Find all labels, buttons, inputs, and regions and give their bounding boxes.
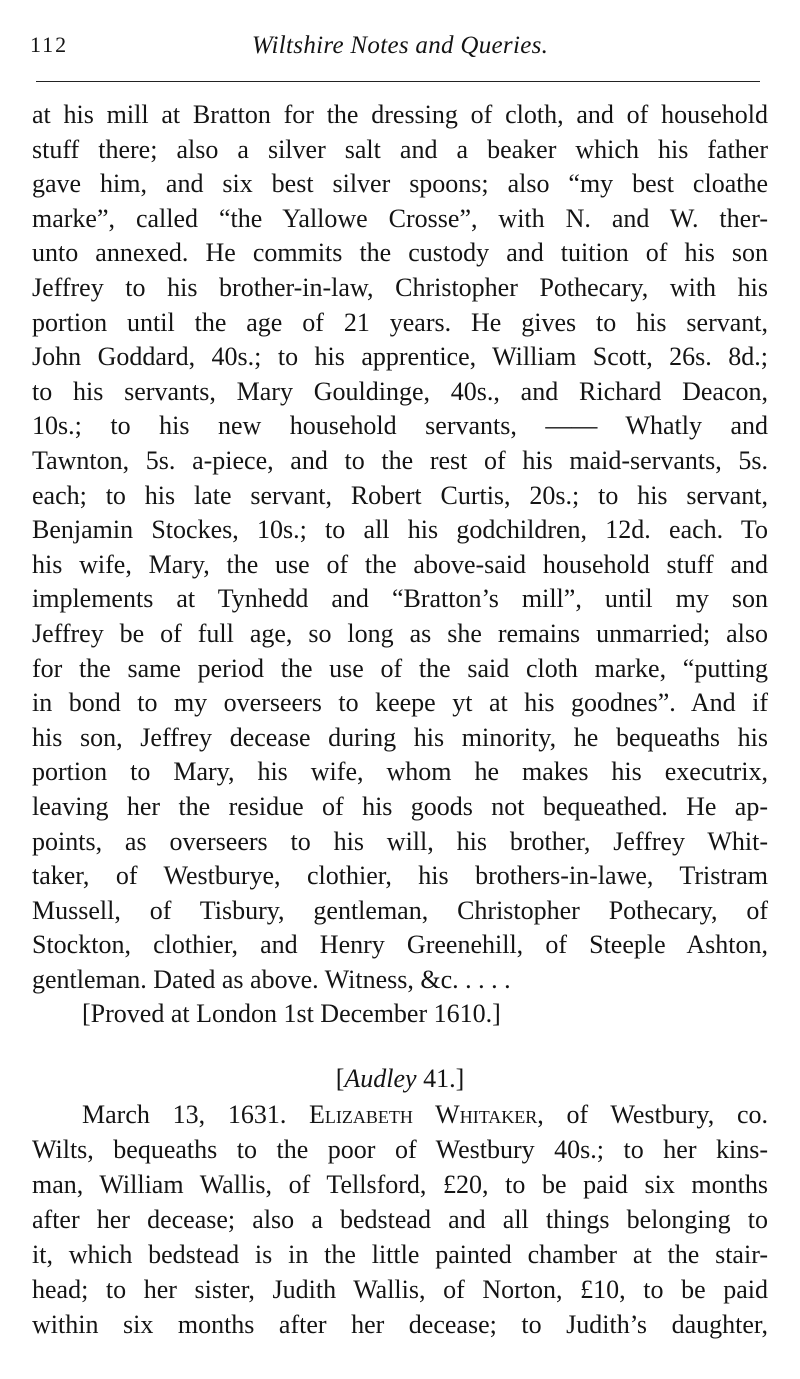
text-line: head; to her sister, Judith Wallis, of Norton, £10, to be paid <box>32 1275 768 1304</box>
text-line: his son, Jeffrey decease during his minority, he bequeaths his <box>32 722 768 752</box>
text-line: it, which bedstead is in the little painted chamber at the stair- <box>32 1240 768 1269</box>
text-line: to his servants, Mary Gouldinge, 40s., and Richard Deacon, <box>32 376 768 406</box>
text-line: after her decease; also a bedstead and all things belonging to <box>32 1205 768 1234</box>
text-line: Benjamin Stockes, 10s.; to all his godchildren, 12d. each. To <box>32 515 768 545</box>
text-line: 10s.; to his new household servants, —— Whatly and <box>32 411 768 441</box>
text-line: taker, of Westburye, clothier, his brothers-in-lawe, Tristram <box>32 861 768 891</box>
text-line: in bond to my overseers to keepe yt at his goodnes”. And if <box>32 688 768 718</box>
will-date: March 13, 1631. <box>82 1100 310 1129</box>
text-fragment: , of Westbury, co. <box>537 1100 768 1129</box>
running-header <box>30 32 770 66</box>
text-line: gave him, and six best silver spoons; also “my best cloathe <box>32 169 768 199</box>
proved-note: [Proved at London 1st December 1610.] <box>82 999 501 1028</box>
text-line: his wife, Mary, the use of the above-said household stuff and <box>32 549 768 579</box>
text-line: for the same period the use of the said cloth marke, “putting <box>32 653 768 683</box>
text-line: man, William Wallis, of Tellsford, £20, to be paid six months <box>32 1170 768 1199</box>
text-line: Mussell, of Tisbury, gentleman, Christopher Pothecary, of <box>32 895 768 925</box>
text-line: stuff there; also a silver salt and a beaker which his father <box>32 134 768 164</box>
text-line: leaving her the residue of his goods not bequeathed. He ap- <box>32 792 768 821</box>
text-line: at his mill at Bratton for the dressing of cloth, and of household <box>32 100 768 129</box>
text-line <box>82 1098 768 1132</box>
text-line: points, as overseers to his will, his brother, Jeffrey Whit- <box>32 826 768 856</box>
text-line: Tawnton, 5s. a-piece, and to the rest of his maid-servants, 5s. <box>32 446 768 475</box>
text-line: gentleman. Dated as above. Witness, &c. . . . . <box>32 965 511 994</box>
text-line: Jeffrey be of full age, so long as she remains unmarried; also <box>32 619 768 648</box>
reference-name: Audley <box>344 1064 417 1093</box>
text-line: Stockton, clothier, and Henry Greenehill, of Steeple Ashton, <box>32 930 768 960</box>
text-line: portion until the age of 21 years. He gives to his servant, <box>32 307 768 337</box>
testator-name: Elizabeth Whitaker <box>309 1100 538 1129</box>
text-line: implements at Tynhedd and “Bratton’s mill”, until my son <box>32 584 768 614</box>
header-rule <box>36 81 760 82</box>
text-line: within six months after her decease; to Judith’s daughter, <box>32 1310 768 1339</box>
running-title: Wiltshire Notes and Queries. <box>251 32 549 59</box>
reference-number: 41.] <box>416 1064 465 1093</box>
text-line: John Goddard, 40s.; to his apprentice, William Scott, 26s. 8d.; <box>32 342 768 372</box>
text-line: portion to Mary, his wife, whom he makes his executrix, <box>32 757 768 787</box>
page-number: 112 <box>30 32 69 57</box>
will-reference <box>32 1062 768 1096</box>
text-line: Jeffrey to his brother-in-law, Christopher Pothecary, with his <box>32 273 768 302</box>
reference-open: [ <box>335 1064 345 1093</box>
text-line: marke”, called “the Yallowe Crosse”, with N. and W. ther- <box>32 203 768 233</box>
text-line: each; to his late servant, Robert Curtis, 20s.; to his servant, <box>32 480 768 510</box>
text-line: unto annexed. He commits the custody and tuition of his son <box>32 238 768 268</box>
text-line: Wilts, bequeaths to the poor of Westbury 40s.; to her kins- <box>32 1135 768 1164</box>
